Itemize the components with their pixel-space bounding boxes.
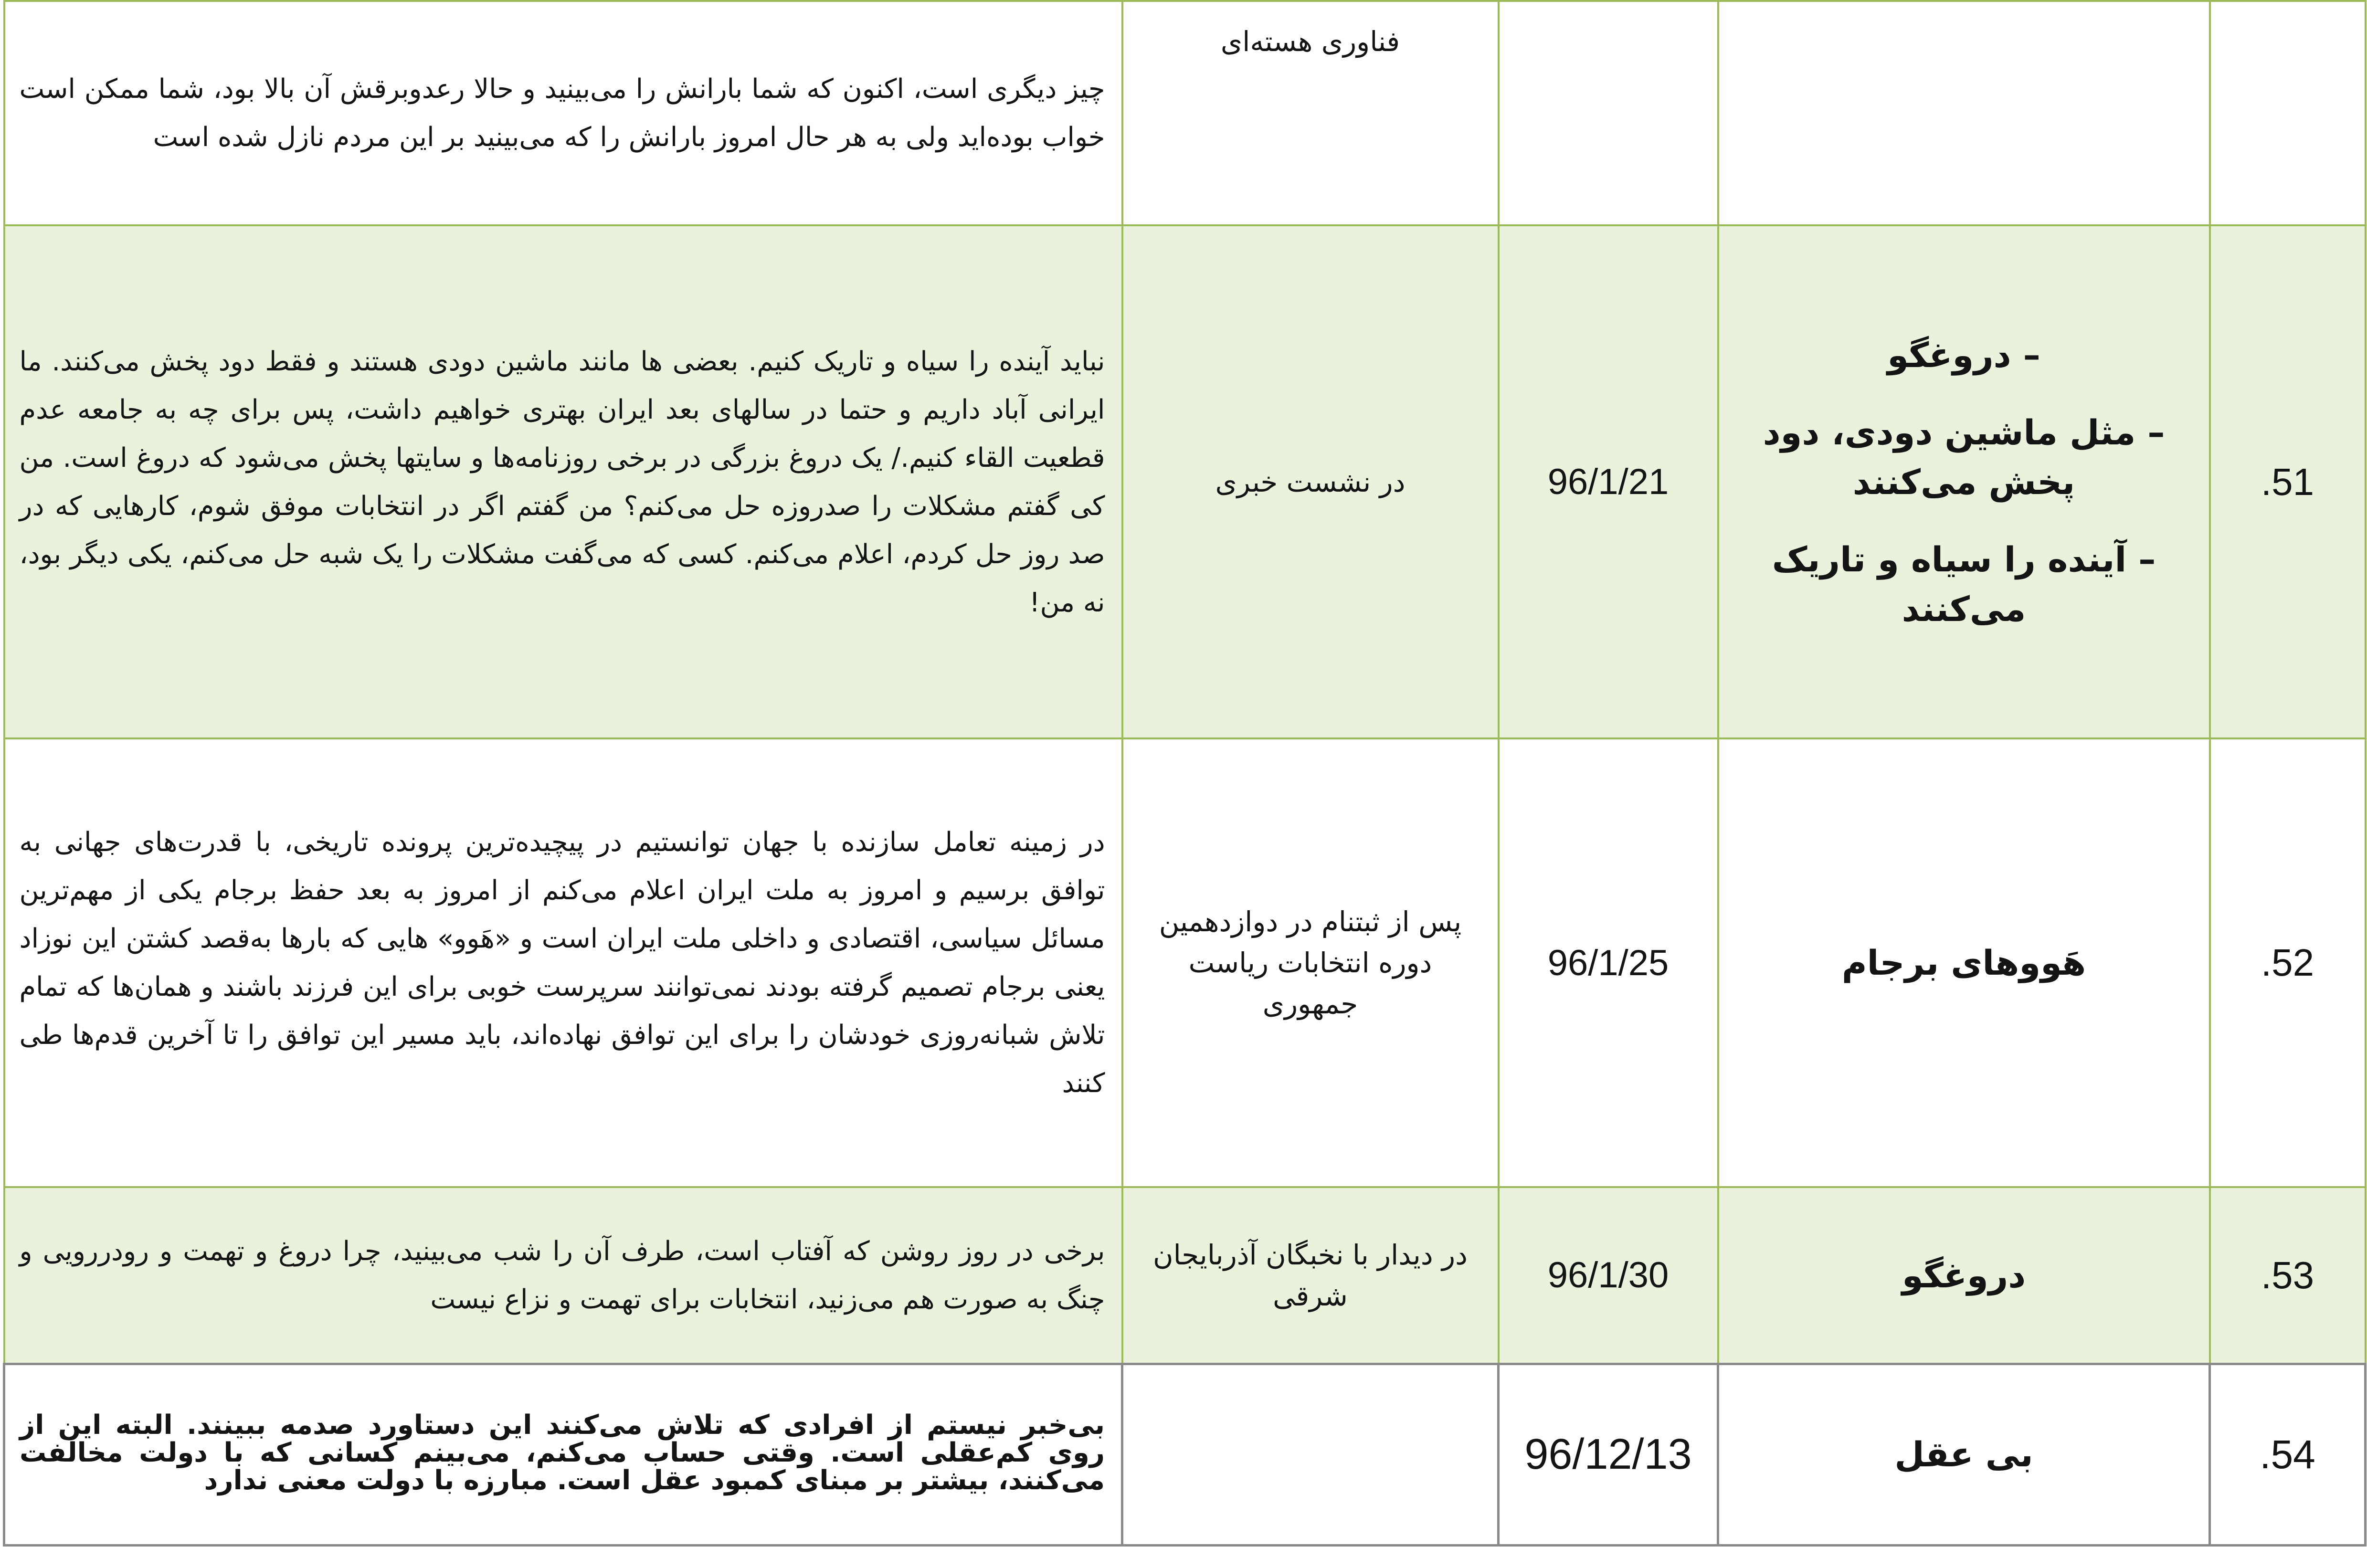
table-row: [4, 225, 2366, 738]
quote-cell: نباید آینده را سیاه و تاریک کنیم. بعضی ها مانند ماشین دودی هستند و فقط دود پخش می‌کنند. ما ایرانی آباد داریم و حتما در سالهای بعد ایران بهتری خواهیم داشت، پس برای چه به جامعه عدم قطعیت القاء کنیم./ یک دروغ بزرگی در برخی روزنامه‌ها و سایتها پخش می‌شود که دروغ است. من کی گفتم مشکلات را صدروزه حل می‌کنم؟ من گفتم اگر در انتخابات موفق شوم، کارهایی که در صد روز حل کردم، اعلام می‌کنم. کسی که می‌گفت مشکلات را یک شبه حل می‌کنم، یکی دیگر بود، نه من!: [4, 225, 1122, 738]
statements-table: [3, 0, 2367, 1547]
title-cell: [1718, 1187, 2210, 1364]
table-row: [4, 738, 2366, 1187]
quote-cell: بی‌خبر نیستم از افرادی که تلاش می‌کنند این دستاورد صدمه ببینند. البته این از روی کم‌عقلی است. وقتی حساب می‌کنم، می‌بینم کسانی که با دولت مخالفت می‌کنند، بیشتر بر مبنای کمبود عقل است. مبارزه با دولت معنی ندارد: [4, 1364, 1122, 1545]
occasion-cell: فناوری هسته‌ای: [1122, 1, 1499, 225]
row-number-cell: .52: [2210, 738, 2366, 1187]
row-number-cell: [2210, 1, 2366, 225]
date-cell: 96/1/30: [1499, 1187, 1718, 1364]
title-line: – دروغگو: [1887, 335, 2040, 375]
title-cell: [1718, 738, 2210, 1187]
quote-cell: چیز دیگری است، اکنون که شما بارانش را می‌بینید و حالا رعدوبرقش آن بالا بود، شما ممکن است خواب بوده‌اید ولی به هر حال امروز بارانش را که می‌بینید بر این مردم نازل شده است: [4, 1, 1122, 225]
quote-cell: در زمینه تعامل سازنده با جهان توانستیم در پیچیده‌ترین پرونده تاریخی، با قدرت‌های جهانی به توافق برسیم و امروز به ملت ایران اعلام می‌کنم از امروز به بعد حفظ برجام یکی از مهم‌ترین مسائل سیاسی، اقتصادی و داخلی ملت ایران است و «هَوو» هایی که بارها به‌قصد کشتن این نوزاد یعنی برجام تصمیم گرفته بودند نمی‌توانند سرپرست خوبی برای این فرزند باشند و همان‌ها که تمام تلاش شبانه‌روزی خودشان را برای این توافق نهاده‌اند، باید مسیر این توافق را تا آخرین قدم‌ها طی کنند: [4, 738, 1122, 1187]
row-number-cell: .53: [2210, 1187, 2366, 1364]
row-number-cell: .51: [2210, 225, 2366, 738]
table-row: [4, 1187, 2366, 1364]
table-row: [4, 1, 2366, 225]
date-cell: 96/1/21: [1499, 225, 1718, 738]
table-row: [4, 1364, 2366, 1545]
occasion-cell: در دیدار با نخبگان آذربایجان شرقی: [1122, 1187, 1499, 1364]
title-cell: [1718, 225, 2210, 738]
date-cell: 96/12/13: [1499, 1364, 1718, 1545]
date-cell: [1499, 1, 1718, 225]
title-line: بی عقل: [1894, 1434, 2033, 1474]
statements-table-container: [3, 0, 2364, 1547]
title-line: دروغگو: [1902, 1255, 2026, 1295]
quote-cell: برخی در روز روشن که آفتاب است، طرف آن را شب می‌بینید، چرا دروغ و تهمت و رودررویی و چنگ به صورت هم می‌زنید، انتخابات برای تهمت و نزاع نیست: [4, 1187, 1122, 1364]
title-cell: [1718, 1364, 2210, 1545]
date-cell: 96/1/25: [1499, 738, 1718, 1187]
title-cell: [1718, 1, 2210, 225]
title-line: هَووهای برجام: [1841, 943, 2086, 983]
row-number-cell: .54: [2210, 1364, 2366, 1545]
title-line: – آینده را سیاه و تاریک می‌کنند: [1772, 539, 2156, 629]
occasion-cell: در نشست خبری: [1122, 225, 1499, 738]
title-line: – مثل ماشین دودی، دود پخش می‌کنند: [1763, 412, 2165, 502]
occasion-cell: [1122, 1364, 1499, 1545]
occasion-cell: پس از ثبتنام در دوازدهمین دوره انتخابات ریاست جمهوری: [1122, 738, 1499, 1187]
